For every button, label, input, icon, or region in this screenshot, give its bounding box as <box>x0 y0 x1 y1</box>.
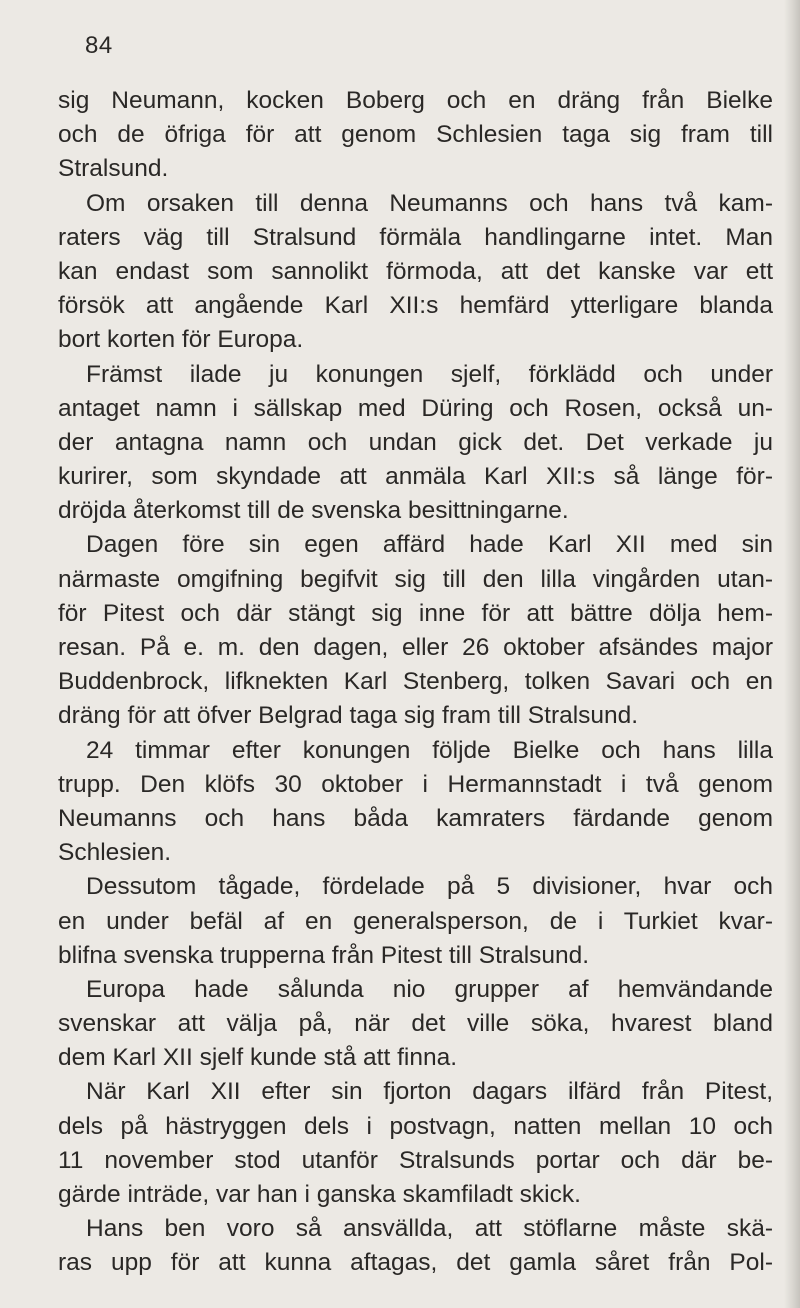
text-line: bort korten för Europa. <box>58 326 304 354</box>
text-line: svenskar att välja på, när det ville söka, hvarest bland <box>58 1010 773 1038</box>
text-line: 24 timmar efter konungen följde Bielke och hans lilla <box>86 736 773 764</box>
text-line: gärde inträde, var han i ganska skamfiladt skick. <box>58 1181 581 1208</box>
text-line: dräng för att öfver Belgrad taga sig fram till Stralsund. <box>58 702 639 730</box>
text-line: Hans ben voro så ansvällda, att stöflarne måste skä- <box>86 1215 773 1243</box>
text-line: antaget namn i sällskap med Düring och Rosen, också un- <box>58 394 773 422</box>
text-line: Främst ilade ju konungen sjelf, förklädd och under <box>86 360 773 388</box>
page-edge-shadow <box>784 0 800 1308</box>
text-line: dröjda återkomst till de svenska besittningarne. <box>58 497 569 525</box>
text-line: kan endast som sannolikt förmoda, att det kanske var ett <box>58 257 773 285</box>
text-line: När Karl XII efter sin fjorton dagars ilfärd från Pitest, <box>86 1078 773 1106</box>
text-line: Dessutom tågade, fördelade på 5 divisioner, hvar och <box>86 873 773 901</box>
text-line: för Pitest och där stängt sig inne för att bättre dölja hem- <box>58 599 773 627</box>
text-line: raters väg till Stralsund förmäla handlingarne intet. Man <box>58 223 773 251</box>
body-text <box>58 84 773 1281</box>
text-line: Buddenbrock, lifknekten Karl Stenberg, tolken Savari och en <box>58 668 773 696</box>
text-line: der antagna namn och undan gick det. Det verkade ju <box>58 428 773 456</box>
text-line: ras upp för att kunna aftagas, det gamla såret från Pol- <box>58 1249 773 1277</box>
text-line: blifna svenska trupperna från Pitest till Stralsund. <box>58 941 590 969</box>
page-number: 84 <box>85 32 113 59</box>
text-line: Dagen före sin egen affärd hade Karl XII med sin <box>86 531 773 559</box>
text-line: sig Neumann, kocken Boberg och en dräng från Bielke <box>58 87 773 114</box>
text-line: närmaste omgifning begifvit sig till den lilla vingården utan- <box>58 565 773 593</box>
text-line: dels på hästryggen dels i postvagn, natten mellan 10 och <box>58 1112 773 1140</box>
text-line: Neumanns och hans båda kamraters färdande genom <box>58 804 773 832</box>
text-line: Stralsund. <box>58 155 169 183</box>
text-line: resan. På e. m. den dagen, eller 26 oktober afsändes major <box>58 634 773 661</box>
text-line: en under befäl af en generalsperson, de i Turkiet kvar- <box>58 907 773 935</box>
text-line: 11 november stod utanför Stralsunds portar och där be- <box>58 1146 773 1174</box>
text-line: Schlesien. <box>58 839 172 867</box>
text-line: trupp. Den klöfs 30 oktober i Hermannstadt i två genom <box>58 770 773 798</box>
text-line: dem Karl XII sjelf kunde stå att finna. <box>58 1044 458 1072</box>
text-line: försök att angående Karl XII:s hemfärd ytterligare blanda <box>58 292 773 320</box>
text-line: och de öfriga för att genom Schlesien taga sig fram till <box>58 121 773 149</box>
text-line: Om orsaken till denna Neumanns och hans två kam- <box>86 189 773 217</box>
text-line: Europa hade sålunda nio grupper af hemvändande <box>86 975 773 1003</box>
text-line: kurirer, som skyndade att anmäla Karl XII:s så länge för- <box>58 463 773 491</box>
